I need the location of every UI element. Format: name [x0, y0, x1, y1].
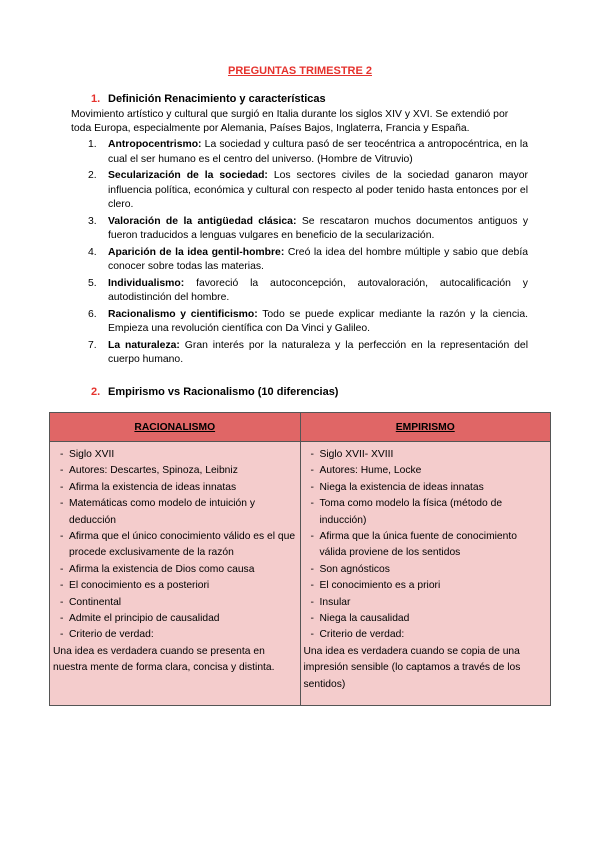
list-item-text: La sociedad y cultura pasó de ser teocéntrica a antropocéntrica, en la cual el ser humano es el centro del universo. (Hombre de Vitruvio) — [108, 139, 528, 165]
racionalismo-item: - Continental — [53, 595, 296, 611]
table-header-empirismo: EMPIRISMO — [300, 413, 551, 442]
section-1-heading — [91, 93, 326, 105]
list-item-number: 1. — [88, 139, 97, 150]
racionalismo-item: - Matemáticas como modelo de intuición y deducción — [53, 496, 296, 529]
list-item-term: Racionalismo y cientificismo: — [108, 308, 258, 320]
empirismo-item: - Autores: Hume, Locke — [304, 463, 547, 479]
racionalismo-item: - Autores: Descartes, Spinoza, Leibniz — [53, 463, 296, 479]
list-item-term: Aparición de la idea gentil-hombre: — [108, 246, 285, 258]
list-item-text: Los sectores civiles de la sociedad ganaron mayor influencia política, económica y cultural con respecto al poder tenido hasta entonces por el clero. — [108, 170, 528, 210]
list-item — [88, 215, 528, 244]
list-item — [88, 169, 528, 213]
racionalismo-item: - Afirma la existencia de Dios como causa — [53, 562, 296, 578]
racionalismo-item: - Afirma que el único conocimiento válido es el que procede exclusivamente de la razón — [53, 529, 296, 562]
empirismo-criterion: Una idea es verdadera cuando se copia de una impresión sensible (lo captamos a través de los sentidos) — [303, 645, 521, 690]
list-item — [88, 246, 528, 275]
empirismo-item: - Afirma que la única fuente de conocimiento válida proviene de los sentidos — [304, 529, 547, 562]
racionalismo-cell — [50, 442, 301, 706]
section-1-heading-text: Definición Renacimiento y características — [108, 93, 326, 105]
list-item-text: Se rescataron muchos documentos antiguos y fueron traducidos a lenguas vulgares en beneficio de la secularización. — [108, 215, 529, 241]
racionalismo-item: - Siglo XVII — [53, 447, 296, 463]
section-2-heading-text: Empirismo vs Racionalismo (10 diferencias) — [108, 386, 339, 398]
section-2-heading — [91, 386, 338, 398]
list-item-term: Individualismo: — [108, 277, 185, 289]
list-item-number: 7. — [88, 339, 97, 351]
racionalismo-list — [53, 447, 296, 644]
racionalismo-item: - Afirma la existencia de ideas innatas — [53, 480, 296, 496]
list-item-number: 5. — [88, 277, 97, 289]
list-item-term: Valoración de la antigüedad clásica: — [108, 215, 297, 227]
list-item — [88, 138, 528, 167]
empirismo-item: - Insular — [304, 595, 547, 611]
section-1-intro: Movimiento artístico y cultural que surgió en Italia durante los siglos XIV y XVI. Se extendió por toda Europa, especialmente por Alemania, Países Bajos, Inglaterra, Francia y España. — [71, 109, 509, 134]
list-item-number: 3. — [88, 215, 97, 227]
racionalismo-item: - Admite el principio de causalidad — [53, 611, 296, 627]
list-item-term: Antropocentrismo: — [108, 139, 202, 150]
empirismo-item: - Siglo XVII- XVIII — [304, 447, 547, 463]
list-item — [88, 308, 528, 337]
list-item-text: favoreció la autoconcepción, autovaloración, autocalificación y autodistinción del hombre. — [108, 277, 528, 303]
list-item-number: 6. — [88, 308, 97, 320]
list-item-term: Secularización de la sociedad: — [108, 170, 268, 181]
empirismo-item: - Criterio de verdad: — [304, 627, 547, 643]
table-header-racionalismo: RACIONALISMO — [50, 413, 301, 442]
list-item — [88, 277, 528, 306]
list-item — [88, 339, 528, 368]
list-item-term: La naturaleza: — [108, 339, 180, 351]
empirismo-item: - Son agnósticos — [304, 562, 547, 578]
racionalismo-item: - El conocimiento es a posteriori — [53, 578, 296, 594]
empirismo-item: - Niega la causalidad — [304, 611, 547, 627]
list-item-text: Creó la idea del hombre múltiple y sabio que debía conocer sobre todas las materias. — [108, 246, 529, 272]
list-item-number: 2. — [88, 170, 97, 181]
section-2-number: 2. — [91, 386, 101, 398]
list-item-text: Todo se puede explicar mediante la razón y la ciencia. Empieza una revolución científica con Da Vinci y Galileo. — [108, 308, 528, 334]
empirismo-item: - Niega la existencia de ideas innatas — [304, 480, 547, 496]
list-item-number: 4. — [88, 246, 97, 258]
section-1-number: 1. — [91, 93, 101, 105]
features-list — [88, 138, 528, 370]
empirismo-item: - Toma como modelo la física (método de inducción) — [304, 496, 547, 529]
page-title: PREGUNTAS TRIMESTRE 2 — [227, 65, 373, 77]
racionalismo-criterion: Una idea es verdadera cuando se presenta en nuestra mente de forma clara, concisa y distinta. — [53, 645, 275, 674]
comparison-table — [49, 412, 551, 706]
empirismo-list — [304, 447, 547, 644]
empirismo-cell — [300, 442, 551, 706]
racionalismo-item: - Criterio de verdad: — [53, 627, 296, 643]
list-item-text: Gran interés por la naturaleza y la perfección en la representación del cuerpo humano. — [108, 339, 529, 365]
empirismo-item: - El conocimiento es a priori — [304, 578, 547, 594]
